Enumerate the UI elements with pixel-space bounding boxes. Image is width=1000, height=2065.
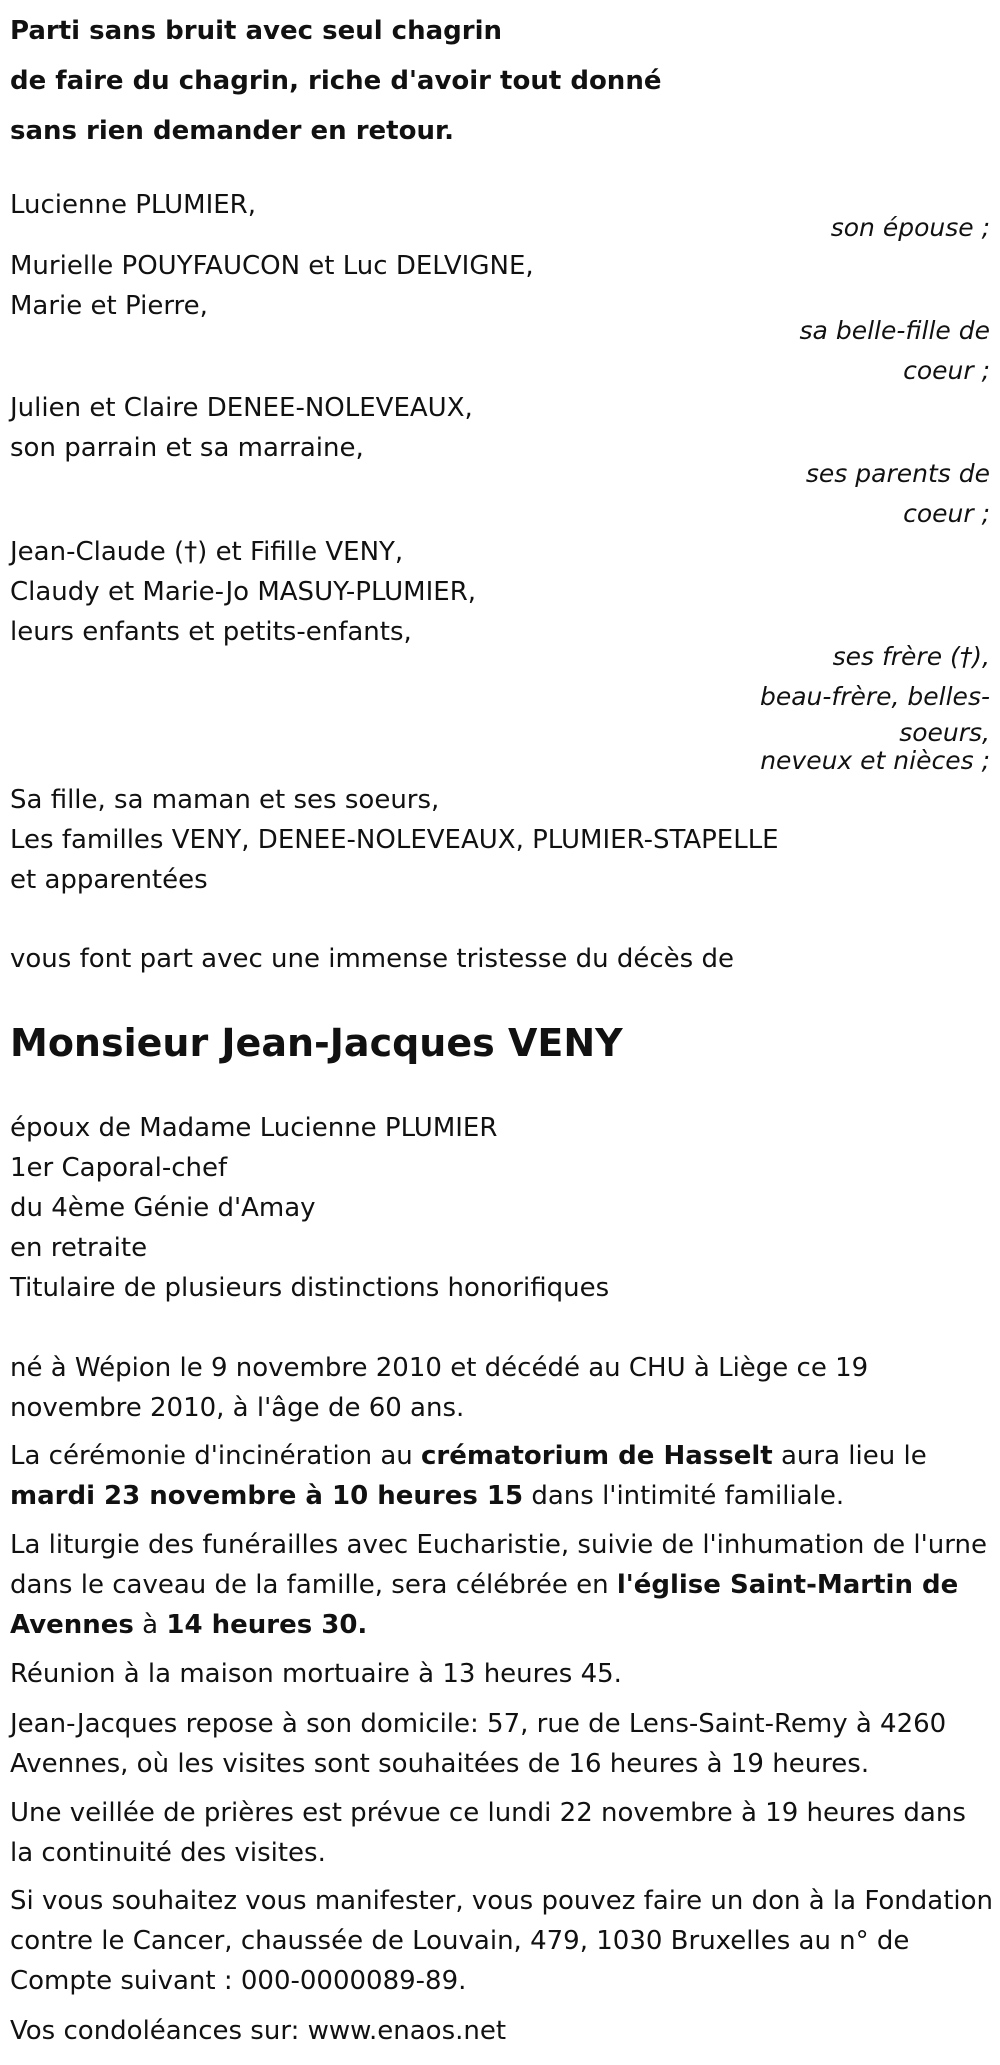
ceremony-text: La cérémonie d'incinération au bbox=[10, 1441, 421, 1471]
family-names bbox=[10, 532, 476, 652]
family-name-line: Julien et Claire DENEE-NOLEVEAUX, bbox=[10, 393, 473, 423]
family-names bbox=[10, 388, 473, 468]
epigraph-line: Parti sans bruit avec seul chagrin bbox=[10, 16, 503, 46]
family-name-line: Jean-Claude (†) et Fifille VENY, bbox=[10, 537, 404, 567]
ceremony-text: aura lieu le bbox=[772, 1441, 927, 1471]
relation-line: son épouse ; bbox=[830, 213, 990, 242]
ceremony-date: mardi 23 novembre à 10 heures 15 bbox=[10, 1481, 524, 1511]
relation-line: coeur ; bbox=[903, 356, 990, 385]
family-name-line: Marie et Pierre, bbox=[10, 291, 208, 321]
relation-line: sa belle-fille de bbox=[799, 316, 990, 345]
other-relatives-line: Sa fille, sa maman et ses soeurs, bbox=[10, 785, 440, 815]
meeting-paragraph: Réunion à la maison mortuaire à 13 heures 45. bbox=[10, 1659, 622, 1689]
epigraph-line: sans rien demander en retour. bbox=[10, 116, 454, 146]
liturgy-paragraph bbox=[10, 1525, 995, 1645]
crematorium-name: crématorium de Hasselt bbox=[421, 1441, 773, 1471]
relation-line: ses parents de bbox=[805, 459, 990, 488]
liturgy-text: à bbox=[133, 1610, 167, 1640]
church-name: l'église Saint-Martin de Avennes bbox=[10, 1570, 959, 1640]
other-relatives bbox=[10, 780, 779, 900]
condolences-paragraph: Vos condoléances sur: www.enaos.net bbox=[10, 2016, 507, 2046]
family-name-line: Lucienne PLUMIER, bbox=[10, 190, 256, 220]
relation-line: beau-frère, belles- bbox=[759, 682, 990, 711]
family-names bbox=[10, 185, 256, 225]
donation-paragraph: Si vous souhaitez vous manifester, vous pouvez faire un don à la Fondation contre le Cancer, chaussée de Louvain, 479, 1030 Bruxelles au n° de Compte suivant : 000-0000089-89. bbox=[10, 1886, 993, 1996]
relation-line: ses frère (†), bbox=[832, 642, 990, 671]
family-name-line: Claudy et Marie-Jo MASUY-PLUMIER, bbox=[10, 577, 477, 607]
family-name-line: leurs enfants et petits-enfants, bbox=[10, 617, 412, 647]
ceremony-text: dans l'intimité familiale. bbox=[523, 1481, 845, 1511]
family-names bbox=[10, 246, 534, 326]
family-relation bbox=[800, 311, 990, 391]
rest-paragraph: Jean-Jacques repose à son domicile: 57, rue de Lens-Saint-Remy à 4260 Avennes, où les visites sont souhaitées de 16 heures à 19 heures. bbox=[10, 1709, 947, 1779]
family-name-line: Murielle POUYFAUCON et Luc DELVIGNE, bbox=[10, 251, 534, 281]
detail-line: Titulaire de plusieurs distinctions honorifiques bbox=[10, 1273, 610, 1303]
relation-line: coeur ; bbox=[903, 499, 990, 528]
epigraph-line: de faire du chagrin, riche d'avoir tout donné bbox=[10, 66, 662, 96]
family-name-line: son parrain et sa marraine, bbox=[10, 433, 364, 463]
other-relatives-line: et apparentées bbox=[10, 865, 208, 895]
announcement: vous font part avec une immense tristesse du décès de bbox=[10, 944, 734, 974]
relation-line: soeurs, bbox=[899, 718, 990, 747]
epigraph bbox=[10, 6, 661, 156]
detail-line: en retraite bbox=[10, 1233, 148, 1263]
detail-line: 1er Caporal-chef bbox=[10, 1153, 228, 1183]
detail-line: du 4ème Génie d'Amay bbox=[10, 1193, 316, 1223]
other-relatives-line: Les familles VENY, DENEE-NOLEVEAUX, PLUMIER-STAPELLE bbox=[10, 825, 779, 855]
ceremony-paragraph bbox=[10, 1436, 995, 1516]
liturgy-time: 14 heures 30. bbox=[166, 1610, 368, 1640]
relation-line: neveux et nièces ; bbox=[760, 746, 990, 775]
birth-death-paragraph: né à Wépion le 9 novembre 2010 et décédé au CHU à Liège ce 19 novembre 2010, à l'âge de 60 ans. bbox=[10, 1353, 869, 1423]
detail-line: époux de Madame Lucienne PLUMIER bbox=[10, 1113, 498, 1143]
family-relation bbox=[806, 454, 990, 534]
vigil-paragraph: Une veillée de prières est prévue ce lundi 22 novembre à 19 heures dans la continuité des visites. bbox=[10, 1798, 966, 1868]
family-relation bbox=[831, 208, 990, 248]
liturgy-text: La liturgie des funérailles avec Eucharistie, suivie de l'inhumation de l'urne dans le caveau de la famille, sera célébrée en bbox=[10, 1530, 987, 1600]
deceased-name: Monsieur Jean-Jacques VENY bbox=[10, 1021, 623, 1065]
deceased-details bbox=[10, 1108, 609, 1308]
family-relation bbox=[760, 637, 990, 773]
